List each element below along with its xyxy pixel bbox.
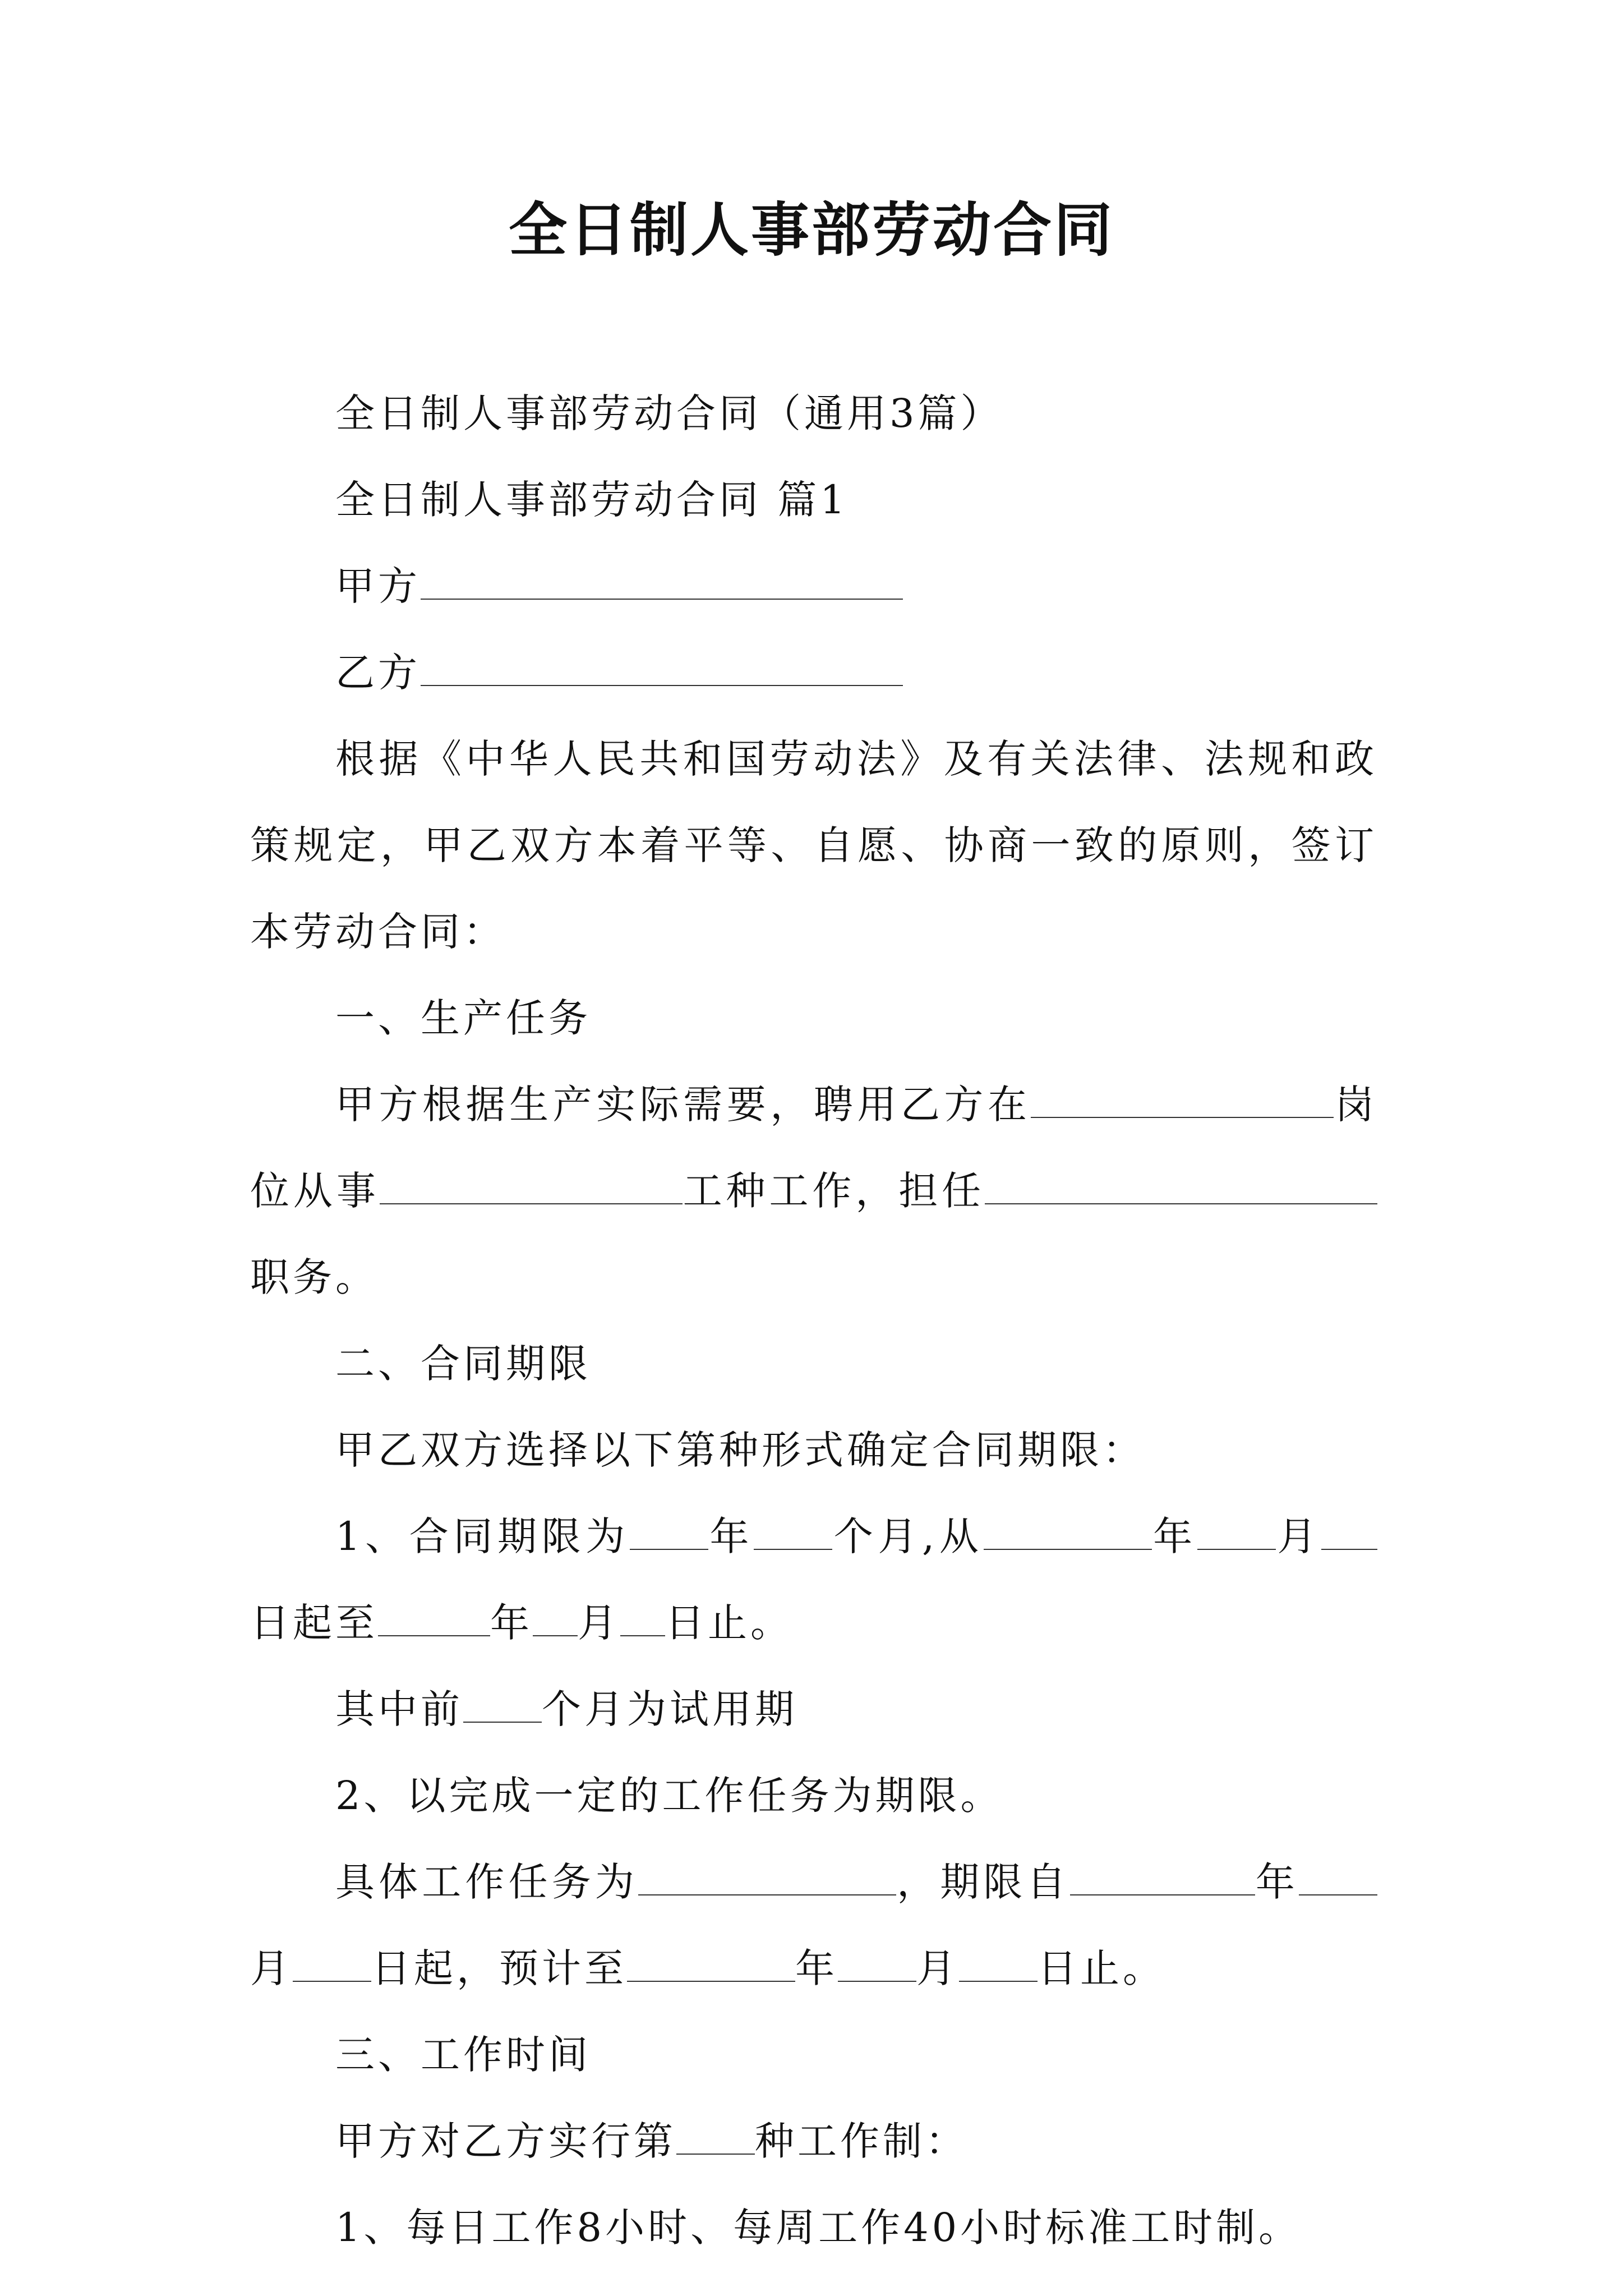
section-2-intro: 甲乙双方选择以下第种形式确定合同期限： xyxy=(335,1427,1145,1473)
term1-text-f: 日起至 xyxy=(250,1600,378,1646)
task-text-b: ，期限自 xyxy=(896,1859,1070,1905)
party-b-label: 乙方 xyxy=(335,650,421,696)
task-text-h: 日止。 xyxy=(1038,1945,1165,1991)
probation-text-b: 个月为试用期 xyxy=(542,1686,797,1732)
section-3-item-1: 1、每日工作8小时、每周工作40小时标准工时制。 xyxy=(335,2205,1302,2251)
task-end-month-blank xyxy=(838,1946,916,1982)
sec1-text-a: 甲方根据生产实际需要，聘用乙方在 xyxy=(335,1082,1031,1128)
term1-text-a: 1、合同期限为 xyxy=(335,1513,630,1559)
term1-text-e: 月 xyxy=(1275,1513,1321,1559)
sec3-text-b: 种工作制： xyxy=(755,2118,968,2164)
party-a-blank xyxy=(421,564,903,600)
probation-line xyxy=(250,1666,1377,1752)
task-text-f: 年 xyxy=(795,1945,838,1991)
sec3-text-a: 甲方对乙方实行第 xyxy=(335,2118,676,2164)
section-2-heading: 二、合同期限 xyxy=(335,1341,591,1387)
term1-text-b: 年 xyxy=(708,1513,754,1559)
start-year-blank xyxy=(984,1514,1152,1550)
start-day-blank xyxy=(1321,1514,1377,1550)
section-1-paragraph xyxy=(250,1061,1377,1320)
task-start-month-blank xyxy=(1299,1860,1377,1895)
task-end-day-blank xyxy=(959,1946,1038,1982)
end-year-blank xyxy=(378,1600,490,1636)
party-b-line xyxy=(250,629,1377,716)
task-text-c: 年 xyxy=(1255,1859,1299,1905)
task-text-d: 月 xyxy=(250,1945,293,1991)
term-option-2: 2、以完成一定的工作任务为期限。 xyxy=(335,1773,1003,1819)
task-text-g: 月 xyxy=(916,1945,959,1991)
document-body xyxy=(250,370,1377,2271)
term-option-1 xyxy=(250,1493,1377,1666)
term-years-blank xyxy=(630,1514,708,1550)
task-end-year-blank xyxy=(627,1946,795,1982)
position-blank xyxy=(985,1168,1377,1204)
intro-paragraph: 根据《中华人民共和国劳动法》及有关法律、法规和政策规定，甲乙双方本着平等、自愿、协商一致的原则，签订本劳动合同： xyxy=(250,736,1377,955)
subtitle: 全日制人事部劳动合同（通用3篇） xyxy=(335,390,1003,436)
job-type-blank xyxy=(380,1168,683,1204)
party-a-line xyxy=(250,543,1377,629)
task-start-year-blank xyxy=(1070,1860,1255,1895)
probation-text-a: 其中前 xyxy=(335,1686,463,1732)
sec1-text-c: 工种工作，担任 xyxy=(682,1168,985,1214)
term1-text-c: 个月,从 xyxy=(832,1513,984,1559)
term-months-blank xyxy=(754,1514,832,1550)
document-title: 全日制人事部劳动合同 xyxy=(508,196,1114,264)
end-day-blank xyxy=(620,1600,665,1636)
term1-text-i: 日止。 xyxy=(665,1600,793,1646)
section-3-heading: 三、工作时间 xyxy=(335,2032,591,2078)
party-b-blank xyxy=(421,650,903,686)
task-term-line xyxy=(250,1839,1377,2012)
work-system-blank xyxy=(676,2119,755,2155)
task-start-day-blank xyxy=(293,1946,371,1982)
term1-text-g: 年 xyxy=(490,1600,533,1646)
task-blank xyxy=(638,1860,896,1895)
end-month-blank xyxy=(533,1600,578,1636)
start-month-blank xyxy=(1197,1514,1276,1550)
term1-text-d: 年 xyxy=(1151,1513,1197,1559)
sec1-text-b: 岗位从事 xyxy=(250,1082,1378,1214)
term1-text-h: 月 xyxy=(578,1600,620,1646)
part-heading: 全日制人事部劳动合同 篇1 xyxy=(335,477,849,523)
party-a-label: 甲方 xyxy=(335,563,421,609)
section-3-intro xyxy=(250,2098,1377,2184)
sec1-text-d: 职务。 xyxy=(250,1254,378,1300)
probation-months-blank xyxy=(463,1687,542,1723)
post-blank xyxy=(1031,1082,1334,1118)
section-1-heading: 一、生产任务 xyxy=(335,995,591,1041)
task-text-a: 具体工作任务为 xyxy=(335,1859,638,1905)
task-text-e: 日起，预计至 xyxy=(371,1945,627,1991)
